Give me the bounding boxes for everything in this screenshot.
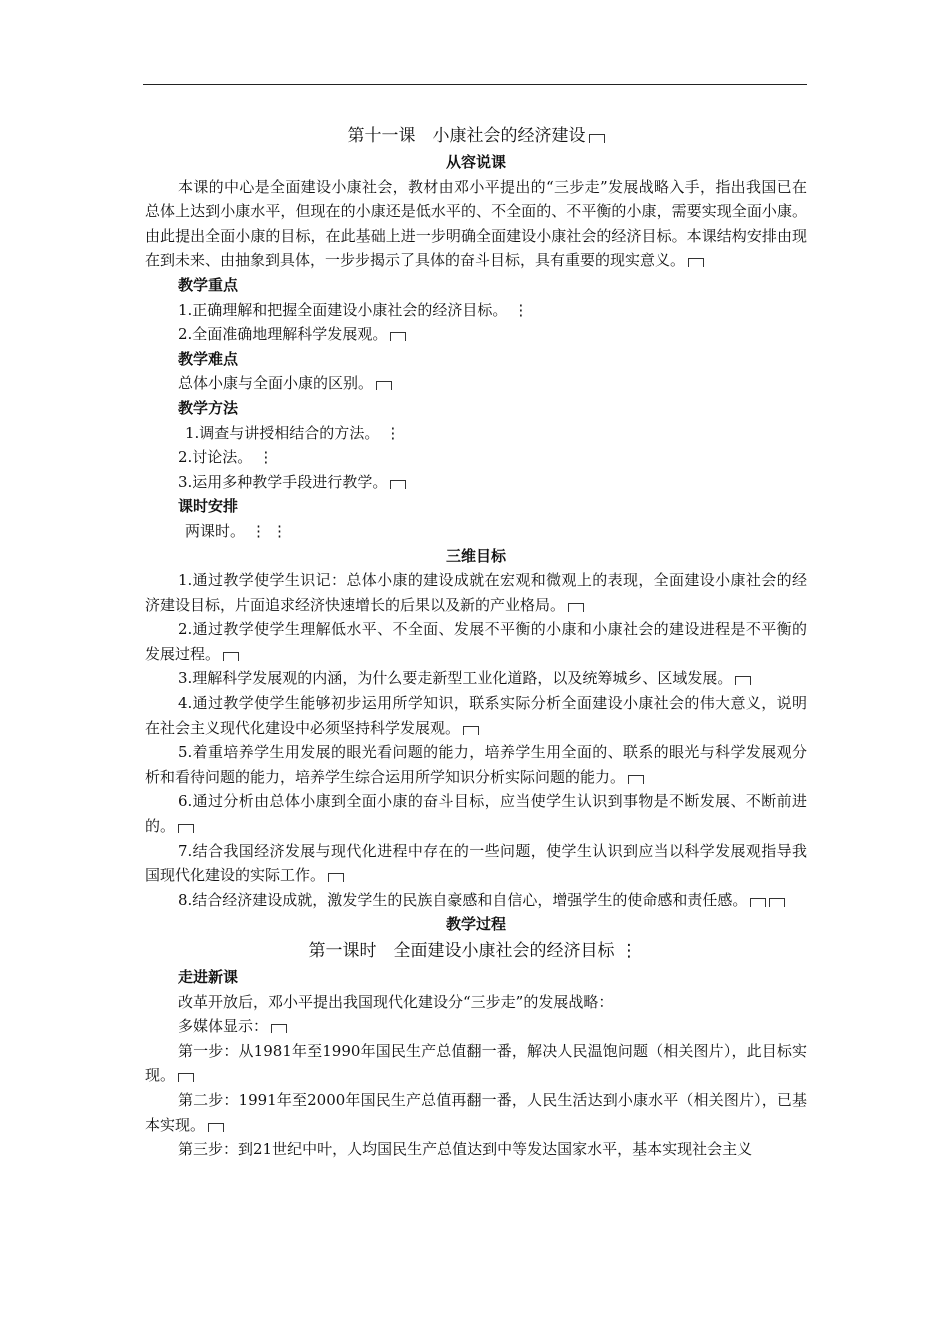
goal-item: 1.通过教学使学生识记：总体小康的建设成就在宏观和微观上的表现，全面建设小康社会的经济建设目标，片面追求经济快速增长的后果以及新的产业格局。 <box>145 571 807 614</box>
list-item: 3.运用多种教学手段进行教学。 <box>145 470 807 495</box>
subsection-title: 教学重点 <box>178 275 239 294</box>
section-title: 教学过程 <box>445 915 506 934</box>
paragraph: 本课的中心是全面建设小康社会，教材由邓小平提出的“三步走”发展战略入手，指出我国已在总体上达到小康水平，但现在的小康还是低水平的、不全面的、不平衡的小康，需要实现全面小康。由此提出全面小康的目标，在此基础上进一步明确全面建设小康社会的经济目标。本课结构安排由现在到未来、由抽象到具体，一步步揭示了具体的奋斗目标，具有重要的现实意义。 <box>145 177 807 270</box>
paragraph-mark-icon <box>271 1024 287 1033</box>
paragraph-mark-icon <box>390 480 406 489</box>
paragraph-mark-icon <box>750 898 766 907</box>
header-rule <box>143 84 807 85</box>
paragraph-mark-icon <box>769 898 785 907</box>
paragraph-mark-icon <box>390 332 406 341</box>
paragraph-mark-icon <box>589 134 605 143</box>
goal-item: 4.通过教学使学生能够初步运用所学知识，联系实际分析全面建设小康社会的伟大意义，说明在社会主义现代化建设中必须坚持科学发展观。 <box>145 694 807 737</box>
paragraph-mark-icon <box>328 873 344 882</box>
subsection-title: 教学方法 <box>178 398 239 417</box>
paragraph-mark-icon <box>568 603 584 612</box>
goal-item: 7.结合我国经济发展与现代化进程中存在的一些问题，使学生认识到应当以科学发展观指导我国现代化建设的实际工作。 <box>145 841 807 885</box>
paragraph-mark-icon <box>735 676 751 685</box>
paragraph-mark-icon <box>463 726 479 735</box>
paragraph-mark-icon <box>208 1123 224 1132</box>
section-title: 三维目标 <box>445 546 506 565</box>
document-page <box>145 122 807 1162</box>
list-item: 1.调查与讲授相结合的方法。 ⋮ <box>145 421 807 446</box>
lesson-title: 第十一课 小康社会的经济建设 <box>145 122 807 150</box>
list-item: 总体小康与全面小康的区别。 <box>145 371 807 396</box>
list-item: 2.全面准确地理解科学发展观。 <box>145 322 807 347</box>
line-mark-icon: ⋮ <box>258 448 280 467</box>
line-mark-icon: ⋮ <box>513 300 535 319</box>
line-mark-icon: ⋮ <box>385 423 407 442</box>
goal-item: 2.通过教学使学生理解低水平、不全面、发展不平衡的小康和小康社会的建设进程是不平衡的发展过程。 <box>145 620 807 663</box>
subsection-title: 走进新课 <box>178 968 239 986</box>
list-item: 2.讨论法。 ⋮ <box>145 445 807 470</box>
paragraph: 改革开放后，邓小平提出我国现代化建设分“三步走”的发展战略： <box>178 992 614 1011</box>
line-mark-icon: ⋮⋮ <box>251 521 294 540</box>
subsection-title: 教学难点 <box>178 349 239 368</box>
list-item: 1.正确理解和把握全面建设小康社会的经济目标。 ⋮ <box>145 298 807 323</box>
paragraph-mark-icon <box>178 824 194 833</box>
paragraph-mark-icon <box>628 775 644 784</box>
goal-item: 5.着重培养学生用发展的眼光看问题的能力，培养学生用全面的、联系的眼光与科学发展观分析和看待问题的能力，培养学生综合运用所学知识分析实际问题的能力。 <box>145 743 807 786</box>
subsection-title: 课时安排 <box>178 497 239 516</box>
paragraph: 多媒体显示： <box>145 1014 807 1039</box>
paragraph-mark-icon <box>688 258 704 267</box>
period-title: 第一课时 全面建设小康社会的经济目标 ⋮ <box>145 937 807 965</box>
step-item: 第二步：1991年至2000年国民生产总值再翻一番，人民生活达到小康水平（相关图片），已基本实现。 <box>145 1090 807 1134</box>
goal-item: 3.理解科学发展观的内涵，为什么要走新型工业化道路，以及统筹城乡、区域发展。 <box>145 666 807 691</box>
paragraph-mark-icon <box>178 1073 194 1082</box>
paragraph-mark-icon <box>376 381 392 390</box>
section-title: 从容说课 <box>445 153 506 171</box>
goal-item: 8.结合经济建设成就，激发学生的民族自豪感和自信心，增强学生的使命感和责任感。 <box>145 888 807 913</box>
step-item: 第一步：从1981年至1990年国民生产总值翻一番，解决人民温饱问题（相关图片），此目标实现。 <box>145 1041 807 1085</box>
list-item: 两课时。 ⋮⋮ <box>145 519 807 544</box>
step-item: 第三步：到21世纪中叶，人均国民生产总值达到中等发达国家水平，基本实现社会主义 <box>178 1140 753 1159</box>
line-mark-icon: ⋮ <box>620 941 644 961</box>
goal-item: 6.通过分析由总体小康到全面小康的奋斗目标，应当使学生认识到事物是不断发展、不断前进的。 <box>145 792 807 836</box>
paragraph-mark-icon <box>223 652 239 661</box>
